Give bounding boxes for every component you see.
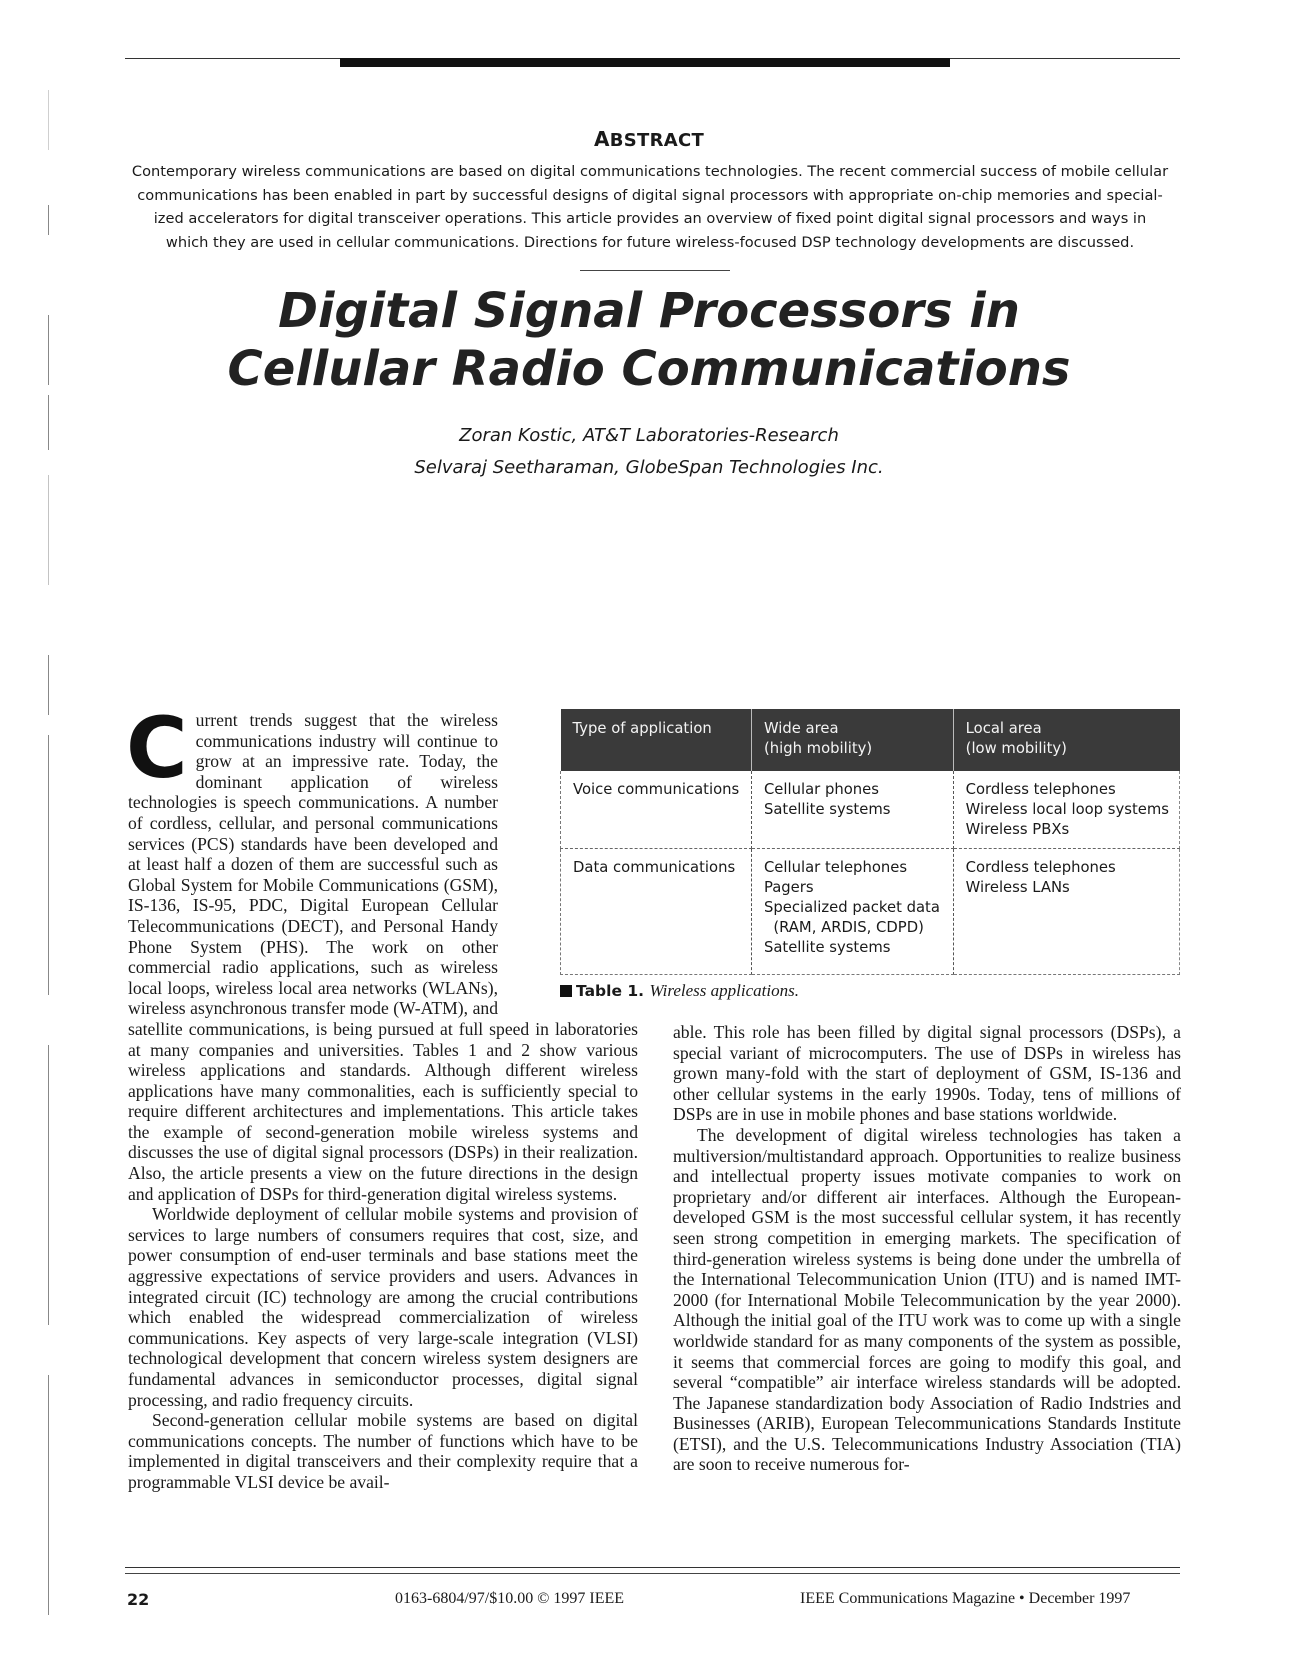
article-title-line: Digital Signal Processors in: [278, 283, 1020, 339]
table-header-row: [561, 709, 1180, 771]
cell-text: Satellite systems: [763, 939, 891, 956]
cell-text: Data communications: [573, 859, 736, 876]
article-title-line: Cellular Radio Communications: [227, 341, 1071, 397]
cell-text: Wireless PBXs: [965, 821, 1070, 838]
cell-text: Cellular telephones: [763, 859, 908, 876]
cell-text: Cordless telephones: [965, 781, 1116, 798]
page-number: 22: [127, 1590, 150, 1609]
table-cell-type: [561, 771, 752, 849]
scan-mark: [48, 205, 49, 235]
author-list: [0, 420, 1298, 484]
abstract-heading-initial: A: [593, 127, 610, 151]
table-cell-type: [561, 849, 752, 975]
cell-text: Pagers: [763, 879, 814, 896]
cell-text: Wireless LANs: [965, 879, 1070, 896]
footer-rule: [125, 1573, 1180, 1574]
author: Zoran Kostic, AT&T Laboratories-Research: [459, 425, 839, 446]
caption-label: Table 1.: [576, 982, 645, 1000]
table-header-cell: [561, 709, 752, 771]
cell-text: Wireless local loop systems: [965, 801, 1169, 818]
cell-text: Cellular phones: [763, 781, 879, 798]
table-1: [560, 709, 1180, 1001]
header-text: Wide area: [763, 720, 839, 737]
abstract-heading: [0, 127, 1298, 151]
table-caption: [560, 981, 1180, 1001]
cell-text: Voice communications: [573, 781, 740, 798]
caption-text: Wireless applications.: [649, 981, 799, 1000]
abstract-heading-rest: BSTRACT: [609, 130, 705, 151]
abstract-text: [125, 160, 1175, 254]
body-paragraph: The development of digital wireless technologies has taken a multiversion/multistandard approach. Opportunities to realize business and intellectual property issues motivate companies to work on proprietary and/or different air interfaces. Although the European-developed GSM is the most successful cellular system, it has recently seen strong competition in emerging markets. The specification of third-generation wireless systems is being done under the umbrella of the International Telecommunication Union (ITU) and is named IMT-2000 (for International Mobile Telecommunication by the year 2000). Although the initial goal of the ITU work was to come up with a single worldwide standard for as many components of the system as possible, it seems that commercial forces are going to modify this goal, and several “compatible” air interface wireless standards will be adopted. The Japanese standardization body Association of Radio Indstries and Businesses (ARIB), European Telecommunications Standards Institute (ETSI), and the U.S. Telecommunications Industry Association (TIA) are soon to receive numerous for-: [673, 1124, 1181, 1475]
publication-info: IEEE Communications Magazine • December 1997: [800, 1590, 1131, 1607]
table-cell-wide: [751, 849, 953, 975]
body-paragraph: Second-generation cellular mobile systems are based on digital communications concepts. The number of functions which have to be implemented in digital transceivers and their complexity require that a programmable VLSI device be avail-: [128, 1410, 638, 1492]
drop-cap: C: [126, 699, 188, 797]
abstract-line: Contemporary wireless communications are based on digital communications technologies. The recent commercial success of mobile cellular: [131, 163, 1169, 180]
header-text: Local area: [965, 720, 1042, 737]
cell-text: Specialized packet data: [763, 899, 940, 916]
footer-rule: [125, 1567, 1180, 1568]
body-column-right: [673, 1022, 1181, 1475]
cell-text: Cordless telephones: [965, 859, 1116, 876]
table-row: [561, 771, 1180, 849]
body-paragraph: Worldwide deployment of cellular mobile systems and provision of services to large numbers of consumers requires that cost, size, and power consumption of end-user terminals and base stations meet the aggressive expectations of service providers and users. Advances in integrated circuit (IC) technology are among the crucial contributions which enabled the widespread commercialization of wireless communications. Key aspects of very large-scale integration (VLSI) technological development that concern wireless system designers are fundamental advances in semiconductor processes, digital signal processing, and radio frequency circuits.: [128, 1204, 638, 1410]
body-paragraph: able. This role has been filled by digital signal processors (DSPs), a special variant of microcomputers. The use of DSPs in wireless has grown many-fold with the start of deployment of GSM, IS-136 and other cellular systems in the early 1990s. Today, tens of millions of DSPs are in use in mobile phones and base stations worldwide.: [673, 1022, 1181, 1125]
table-header-cell: [751, 709, 953, 771]
caption-square-icon: [560, 985, 572, 997]
copyright-notice: 0163-6804/97/$10.00 © 1997 IEEE: [395, 1590, 625, 1607]
table-cell-local: [953, 771, 1179, 849]
scan-mark: [48, 735, 49, 995]
wireless-applications-table: [560, 709, 1180, 975]
header-text: (high mobility): [763, 740, 873, 757]
scan-mark: [48, 655, 49, 715]
scan-mark: [48, 1045, 49, 1325]
table-header-cell: [953, 709, 1179, 771]
header-text: Type of application: [572, 720, 712, 737]
article-title: [0, 282, 1298, 398]
table-cell-wide: [751, 771, 953, 849]
body-paragraph: urrent trends suggest that the wireless communications industry will continue to grow at an impressive rate. Today, the dominant application of wireless technologies is speech communications. A number of cordless, cellular, and personal communications services (PCS) standards have been developed and at least half a dozen of them are successful such as Global System for Mobile Communications (GSM), IS-136, IS-95, PDC, Digital European Cellular Telecommunications (DECT), and Personal Handy Phone System (PHS). The work on other commercial radio applications, such as wireless local loops, wireless local area networks (WLANs), wireless asynchronous transfer mode (W-ATM), and satellite communications, is being pursued at full speed in laboratories at many companies and universities. Tables 1 and 2 show various wireless applications and standards. Although different wireless applications have many commonalities, each is sufficiently special to require different architectures and implementations. This article takes the example of second-generation mobile wireless systems and discusses the use of digital signal processors (DSPs) in their realization. Also, the article presents a view on the future directions in the design and application of DSPs for third-generation digital wireless systems.: [128, 710, 638, 1204]
header-text: (low mobility): [965, 740, 1067, 757]
table-cell-local: [953, 849, 1179, 975]
scan-mark: [48, 475, 49, 585]
abstract-line: ized accelerators for digital transceiver operations. This article provides an overview of fixed point digital signal processors and ways in: [153, 210, 1147, 227]
abstract-line: which they are used in cellular communications. Directions for future wireless-focused DSP technology developments are discussed.: [165, 233, 1135, 251]
scan-mark: [48, 1375, 49, 1615]
table-row: [561, 849, 1180, 975]
title-rule: [580, 270, 730, 271]
cell-text: Satellite systems: [763, 801, 891, 818]
abstract-line: communications has been enabled in part by successful designs of digital signal processors with appropriate on-chip memories and special-: [137, 186, 1163, 204]
cell-text: (RAM, ARDIS, CDPD): [763, 919, 924, 936]
header-bar: [340, 58, 950, 67]
author: Selvaraj Seetharaman, GlobeSpan Technologies Inc.: [414, 457, 884, 478]
